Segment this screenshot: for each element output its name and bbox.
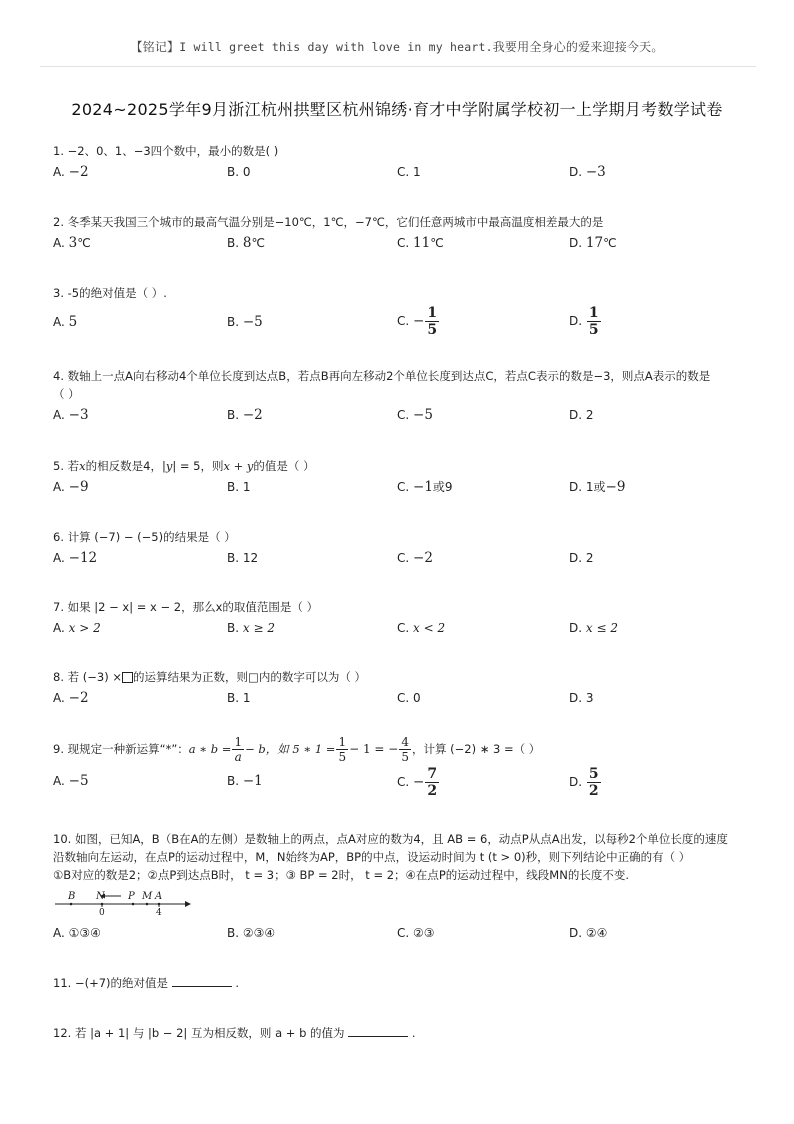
question-6 bbox=[53, 528, 753, 569]
option-d[interactable]: D. $\frac{5}{2}$ bbox=[569, 766, 599, 799]
question-3 bbox=[53, 284, 753, 339]
option-a[interactable]: A. −2 bbox=[53, 164, 89, 180]
point-label-b: B bbox=[68, 891, 76, 902]
question-7 bbox=[53, 598, 753, 639]
question-5-stem: 5. 若x的相反数是4，|y| = 5，则x + y的值是（ ） bbox=[53, 459, 315, 473]
question-1-stem: 1. −2、0、1、−3四个数中，最小的数是( ) bbox=[53, 144, 279, 158]
point-label-m: M bbox=[142, 891, 153, 902]
answer-blank[interactable] bbox=[348, 1024, 408, 1037]
header-divider bbox=[40, 66, 756, 67]
option-b[interactable]: B. 12 bbox=[227, 551, 259, 565]
option-c[interactable]: C. 1 bbox=[397, 165, 421, 179]
tick-label-4: 4 bbox=[156, 908, 162, 918]
question-3-stem: 3. -5的绝对值是（ ）. bbox=[53, 286, 167, 300]
point-label-n: N bbox=[96, 891, 105, 902]
option-d[interactable]: D. 1或−9 bbox=[569, 479, 626, 495]
question-10-line-2: 沿数轴向左运动，在点P的运动过程中，M，N始终为AP，BP的中点，设运动时间为 t (t > 0)秒，则下列结论中正确的有（ ） bbox=[53, 850, 691, 864]
point-label-p: P bbox=[128, 891, 135, 902]
question-9 bbox=[53, 735, 753, 804]
option-a[interactable]: A. 3℃ bbox=[53, 235, 91, 251]
motto-prefix: 【铭记】 bbox=[130, 40, 180, 54]
question-12: 12. 若 |a + 1| 与 |b − 2| 互为相反数，则 a + b 的值为 . bbox=[53, 1026, 416, 1040]
option-a[interactable]: A. −5 bbox=[53, 773, 89, 789]
motto-english: I will greet this day with love in my heart. bbox=[179, 40, 493, 54]
question-11: 11. −(+7)的绝对值是 . bbox=[53, 976, 239, 990]
option-b[interactable]: B. x ≥ 2 bbox=[227, 621, 275, 635]
option-b[interactable]: B. 0 bbox=[227, 165, 251, 179]
tick-label-0: 0 bbox=[99, 908, 105, 918]
question-10-line-1: 10. 如图，已知A，B（B在A的左侧）是数轴上的两点，点A对应的数为4，且 AB = 6，动点P从点A出发，以每秒2个单位长度的速度 bbox=[53, 832, 728, 846]
option-b[interactable]: B. −1 bbox=[227, 773, 263, 789]
question-5 bbox=[53, 457, 753, 498]
question-2 bbox=[53, 213, 753, 254]
option-d[interactable]: D. 2 bbox=[569, 408, 594, 422]
option-b[interactable]: B. −5 bbox=[227, 314, 263, 330]
option-a[interactable]: A. −2 bbox=[53, 690, 89, 706]
point-label-a: A bbox=[155, 891, 163, 902]
option-b[interactable]: B. 1 bbox=[227, 691, 251, 705]
blank-box bbox=[122, 672, 133, 683]
question-10-options bbox=[53, 924, 753, 944]
question-6-stem: 6. 计算 (−7) − (−5)的结果是（ ） bbox=[53, 530, 236, 544]
option-d[interactable]: D. −3 bbox=[569, 164, 606, 180]
option-a[interactable]: A. 5 bbox=[53, 314, 78, 330]
option-b[interactable]: B. −2 bbox=[227, 407, 263, 423]
question-2-stem: 2. 冬季某天我国三个城市的最高气温分别是−10℃，1℃，−7℃，它们任意两城市中最高温度相差最大的是 bbox=[53, 215, 604, 229]
option-c[interactable]: C. ②③ bbox=[397, 926, 435, 940]
answer-blank[interactable] bbox=[172, 974, 232, 987]
number-line-figure bbox=[53, 893, 193, 919]
question-1 bbox=[53, 142, 753, 183]
fraction: $\frac{1}{5}$ bbox=[338, 735, 347, 764]
option-b[interactable]: B. 1 bbox=[227, 480, 251, 494]
option-d[interactable]: D. 3 bbox=[569, 691, 594, 705]
fraction: $\frac{1}{5}$ bbox=[588, 305, 599, 338]
exam-title: 2024~2025学年9月浙江杭州拱墅区杭州锦绣·育才中学附属学校初一上学期月考数学试卷 bbox=[71, 100, 723, 119]
motto-chinese: 我要用全身心的爱来迎接今天。 bbox=[492, 40, 664, 54]
fraction: $\frac{7}{2}$ bbox=[427, 766, 438, 799]
option-a[interactable]: A. ①③④ bbox=[53, 926, 101, 940]
option-d[interactable]: D. x ≤ 2 bbox=[569, 621, 618, 635]
question-4-stem-cont: （ ） bbox=[53, 387, 80, 401]
question-10 bbox=[53, 830, 753, 884]
option-c[interactable]: C. x < 2 bbox=[397, 621, 446, 635]
fraction: $\frac{1}{a}$ bbox=[234, 735, 243, 764]
question-10-line-3: ①B对应的数是2；②点P到达点B时， t = 3；③ BP = 2时， t = 2；④在点P的运动过程中，线段MN的长度不变. bbox=[53, 868, 629, 882]
fraction: $\frac{4}{5}$ bbox=[401, 735, 409, 764]
option-d[interactable]: D. ②④ bbox=[569, 926, 608, 940]
question-7-stem: 7. 如果 |2 − x| = x − 2，那么x的取值范围是（ ） bbox=[53, 600, 319, 614]
option-d[interactable]: D. 17℃ bbox=[569, 235, 617, 251]
option-c[interactable]: C. − $\frac{7}{2}$ bbox=[397, 766, 438, 799]
question-9-stem: 9. 现规定一种新运算“*”：a ∗ b = $\frac{1}{a}$ − b，如 5 ∗ 1 = $\frac{1}{5}$ − 1 = − $\frac{4}{5}$ ，计算 (−2) ∗ 3 =（ ） bbox=[53, 735, 541, 764]
option-a[interactable]: A. −9 bbox=[53, 479, 89, 495]
option-c[interactable]: C. −1或9 bbox=[397, 479, 453, 495]
question-4-stem: 4. 数轴上一点A向右移动4个单位长度到达点B，若点B再向左移动2个单位长度到达点C，若点C表示的数是−3，则点A表示的数是 bbox=[53, 369, 711, 383]
option-d[interactable]: D. 2 bbox=[569, 551, 594, 565]
question-4 bbox=[53, 367, 753, 426]
option-c[interactable]: C. 0 bbox=[397, 691, 421, 705]
option-c[interactable]: C. − $\frac{1}{5}$ bbox=[397, 305, 438, 338]
question-11-stem: 11. −(+7)的绝对值是 bbox=[53, 976, 169, 990]
option-a[interactable]: A. x > 2 bbox=[53, 621, 101, 635]
option-a[interactable]: A. −12 bbox=[53, 550, 98, 566]
option-b[interactable]: B. 8℃ bbox=[227, 235, 265, 251]
question-12-stem: 12. 若 |a + 1| 与 |b − 2| 互为相反数，则 a + b 的值为 bbox=[53, 1026, 345, 1040]
option-c[interactable]: C. 11℃ bbox=[397, 235, 444, 251]
fraction: $\frac{1}{5}$ bbox=[427, 305, 438, 338]
option-c[interactable]: C. −2 bbox=[397, 550, 433, 566]
fraction: $\frac{5}{2}$ bbox=[588, 766, 599, 799]
question-8 bbox=[53, 668, 753, 709]
motto-header bbox=[0, 38, 794, 55]
question-8-stem: 8. 若 (−3) × 的运算结果为正数，则□内的数字可以为（ ） bbox=[53, 670, 367, 684]
option-a[interactable]: A. −3 bbox=[53, 407, 89, 423]
option-d[interactable]: D. $\frac{1}{5}$ bbox=[569, 305, 599, 338]
option-b[interactable]: B. ②③④ bbox=[227, 926, 276, 940]
option-c[interactable]: C. −5 bbox=[397, 407, 433, 423]
